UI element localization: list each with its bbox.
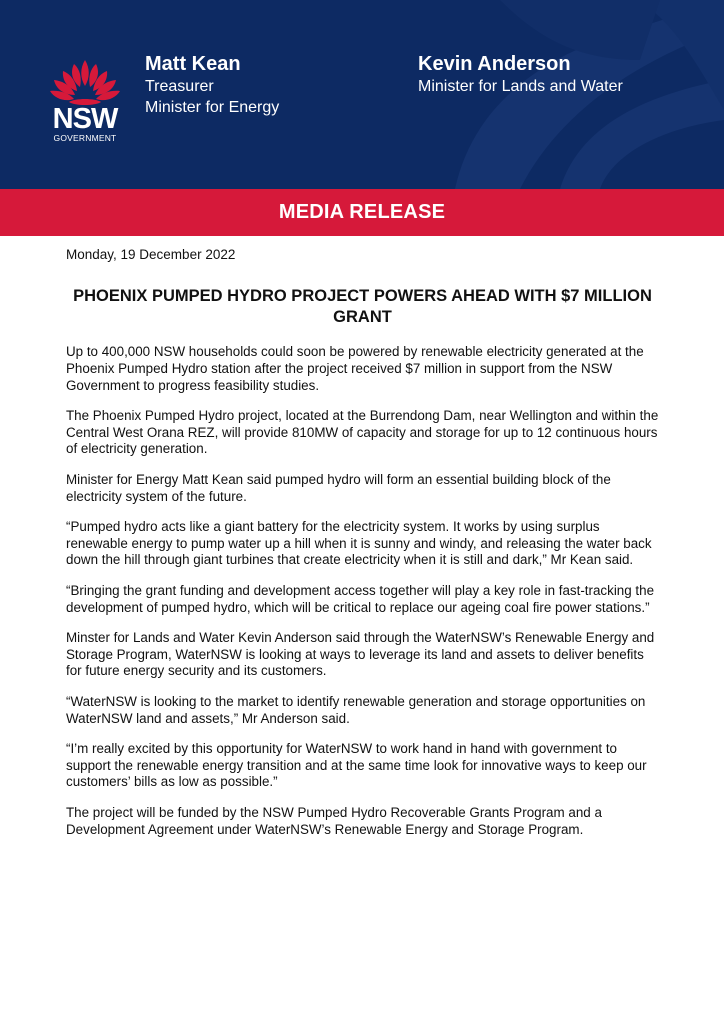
media-release-band [0, 189, 724, 236]
minister-block-2 [418, 52, 623, 97]
body-paragraph: Up to 400,000 NSW households could soon be powered by renewable electricity generated at the Phoenix Pumped Hydro station after the project received $7 million in support from the NSW Government to progress feasibility studies. [66, 344, 644, 393]
release-headline: PHOENIX PUMPED HYDRO PROJECT POWERS AHEAD WITH $7 MILLION GRANT [73, 287, 652, 326]
minister-block-1 [145, 52, 279, 118]
minister-name: Kevin Anderson [418, 53, 571, 75]
minister-role: Minister for Lands and Water [418, 78, 623, 95]
minister-name: Matt Kean [145, 53, 241, 75]
body-paragraph: “Bringing the grant funding and development access together will play a key role in fast-tracking the development of pumped hydro, which will be critical to replace our ageing coal fire power stations.” [66, 582, 655, 615]
nsw-government-logo [44, 58, 126, 144]
minister-role: Treasurer [145, 78, 214, 95]
body-paragraph: “Pumped hydro acts like a giant battery for the electricity system. It works by using surplus renewable energy to pump water up a hill when it is sunny and windy, and releasing the water back down the hill through giant turbines that create electricity when it is still and dark,” Mr Kean said. [66, 518, 652, 568]
logo-wordmark: NSW [52, 103, 118, 135]
release-body [66, 344, 660, 852]
media-release-title: MEDIA RELEASE [278, 201, 446, 223]
waratah-flower-icon [47, 58, 123, 108]
body-paragraph: Minster for Lands and Water Kevin Anderson said through the WaterNSW’s Renewable Energy and Storage Program, WaterNSW is looking at ways to leverage its land and assets to deliver benefits for future energy security and its customers. [66, 629, 655, 679]
body-paragraph: Minister for Energy Matt Kean said pumped hydro will form an essential building block of the electricity system of the future. [66, 471, 611, 504]
body-paragraph: “I’m really excited by this opportunity for WaterNSW to work hand in hand with government to support the renewable energy transition and at the same time look for innovative ways to keep our customers’ bills as low as possible.” [66, 740, 647, 790]
minister-role: Minister for Energy [145, 99, 280, 116]
body-paragraph: The project will be funded by the NSW Pumped Hydro Recoverable Grants Program and a Development Agreement under WaterNSW’s Renewable Energy and Storage Program. [66, 804, 602, 837]
body-paragraph: “WaterNSW is looking to the market to identify renewable generation and storage opportunities on WaterNSW land and assets,” Mr Anderson said. [66, 693, 646, 726]
logo-subtext: GOVERNMENT [53, 133, 117, 143]
release-date: Monday, 19 December 2022 [66, 247, 236, 262]
body-paragraph: The Phoenix Pumped Hydro project, located at the Burrendong Dam, near Wellington and within the Central West Orana REZ, will provide 810MW of capacity and storage for up to 12 continuous hours of electricity generation. [66, 407, 659, 457]
header-banner [0, 0, 724, 189]
